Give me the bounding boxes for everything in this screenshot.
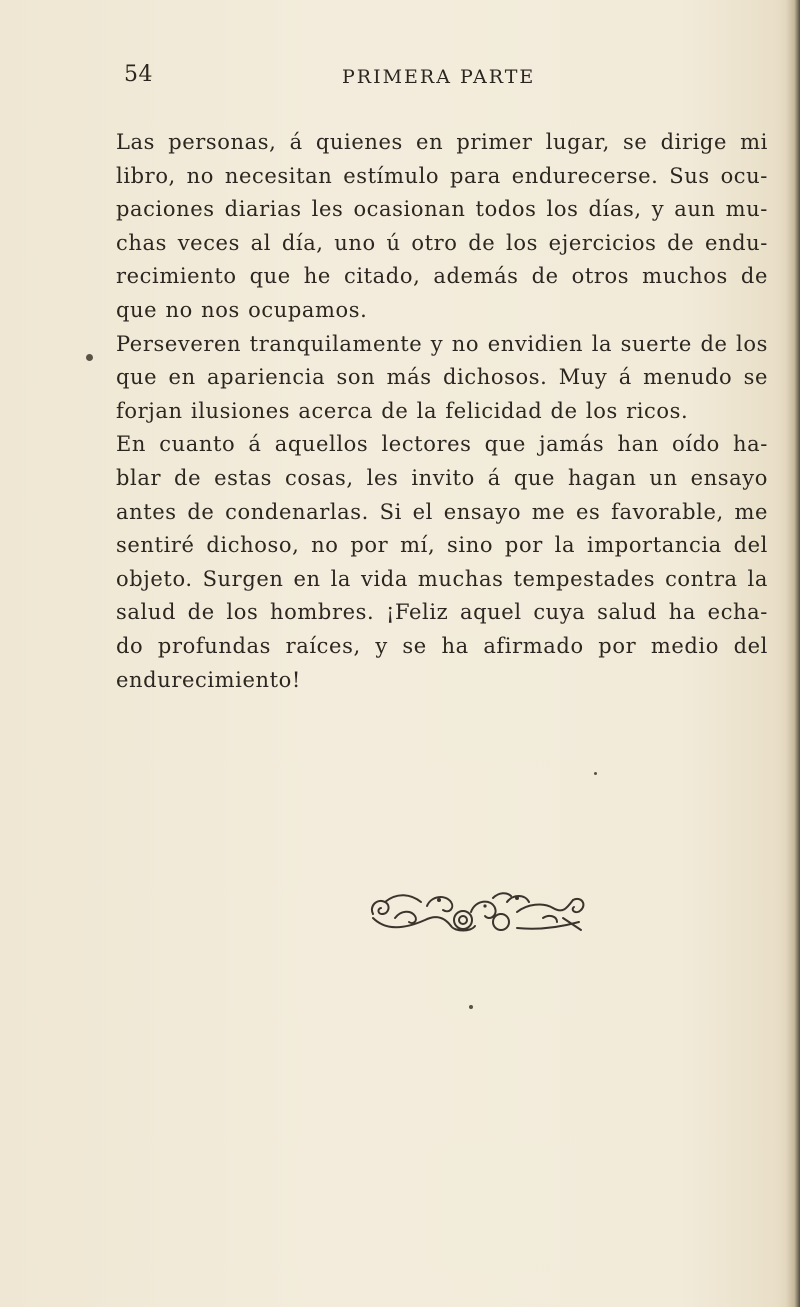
scrollwork-tailpiece-icon (367, 888, 589, 936)
page-number: 54 (124, 62, 153, 87)
body-text (116, 126, 768, 697)
paper-speck (86, 354, 93, 361)
page-edge-shadow (786, 0, 800, 1307)
paper-speck (594, 772, 597, 775)
paragraph-3: En cuanto á aquellos lectores que jamás han oído ha- blar de estas cosas, les invito á que hagan un ensayo antes de condenarlas. Si el ensayo me es favorable, me sentiré dichoso, no por mí, sino por la importancia del objeto. Surgen en la vida muchas tempestades contra la salud de los hombres. ¡Feliz aquel cuya salud ha echa- do profundas raíces, y se ha afirmado por medio del endurecimiento! (116, 432, 768, 692)
paragraph-2: Perseveren tranquilamente y no envidien la suerte de los que en apariencia son más dichosos. Muy á menudo se forjan ilusiones acerca de la felicidad de los ricos. (116, 331, 768, 423)
paragraph-1: Las personas, á quienes en primer lugar, se dirige mi libro, no necesitan estímulo para endurecerse. Sus ocu- paciones diarias les ocasionan todos los días, y aun mu- chas veces al día, uno ú otro de los ejercicios de endu- recimiento que he citado, además de otros muchos de que no nos ocupamos. (116, 130, 768, 322)
page-header (124, 62, 764, 96)
running-head: PRIMERA PARTE (342, 66, 536, 88)
paper-speck (469, 1005, 473, 1009)
